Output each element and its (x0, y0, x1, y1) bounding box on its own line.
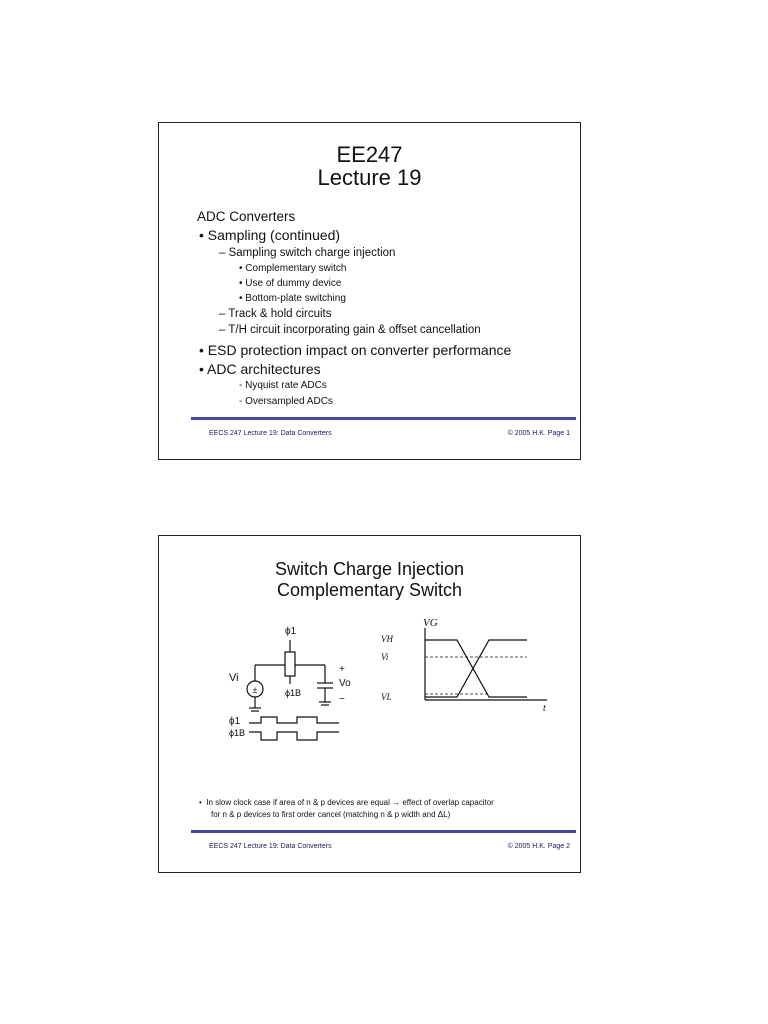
note-line-1-text: In slow clock case if area of n & p devices are equal → effect of overlap capacitor (206, 798, 494, 807)
title-line-1: Switch Charge Injection (274, 559, 465, 579)
arch-nyquist-label: Nyquist rate ADCs (245, 380, 327, 391)
bullet-arch: • ADC architectures (199, 361, 321, 377)
slide-1-title (159, 143, 580, 189)
arch-oversampled-label: Oversampled ADCs (245, 396, 333, 407)
arch-nyquist: - Nyquist rate ADCs (239, 380, 327, 391)
sub-track-hold-label: Track & hold circuits (228, 308, 332, 320)
subsub-bottom-plate: • Bottom-plate switching (239, 293, 346, 304)
bullet-arch-label: ADC architectures (207, 361, 321, 377)
footer-left: EECS 247 Lecture 19: Data Converters (209, 843, 332, 850)
sub-charge-injection: – Sampling switch charge injection (219, 247, 396, 259)
title-line-1: EE247 (336, 142, 403, 167)
vh-label: VH (381, 634, 393, 644)
subsub-dummy-label: Use of dummy device (245, 278, 342, 289)
vo-plus-label: + (339, 664, 345, 675)
sub-track-hold: – Track & hold circuits (219, 308, 332, 320)
slide-1 (158, 122, 581, 460)
subsub-bottom-plate-label: Bottom-plate switching (245, 293, 346, 304)
note-line-1: • In slow clock case if area of n & p devices are equal → effect of overlap capacitor (199, 798, 494, 807)
slide-2-title (159, 559, 580, 601)
heading-adc-converters: ADC Converters (197, 209, 296, 224)
vi-label: Vi (229, 672, 239, 684)
bullet-esd-label: ESD protection impact on converter performance (207, 342, 512, 358)
footer-right: © 2005 H.K. Page 1 (507, 430, 570, 437)
vg-label: VG (423, 617, 438, 629)
note-line-2: for n & p devices to first order cancel (matching n & p width and ΔL) (211, 810, 451, 819)
title-line-2: Lecture 19 (317, 165, 422, 190)
t-axis-label: t (543, 703, 546, 714)
slide-2 (158, 535, 581, 873)
phi1b-label: ϕ1B (285, 688, 302, 698)
sub-th-gain: – T/H circuit incorporating gain & offset cancellation (219, 324, 481, 336)
bullet-sampling: • Sampling (continued) (199, 227, 341, 243)
clock-phi1-label: ϕ1 (229, 716, 241, 727)
vl-label: VL (381, 692, 392, 702)
title-line-2: Complementary Switch (276, 580, 463, 600)
footer-rule (191, 830, 576, 833)
vo-minus-label: − (339, 694, 345, 705)
clock-phi1b-label: ϕ1B (229, 728, 246, 738)
footer-rule (191, 417, 576, 420)
vi-level-label: Vi (381, 652, 389, 662)
complementary-switch-circuit (219, 616, 349, 751)
source-plus-minus-label: ± (252, 685, 258, 695)
subsub-dummy: • Use of dummy device (239, 278, 342, 289)
bullet-sampling-label: Sampling (continued) (207, 227, 341, 243)
footer-right: © 2005 H.K. Page 2 (507, 843, 570, 850)
gate-voltage-waveform (377, 616, 557, 714)
bullet-esd: • ESD protection impact on converter performance (199, 342, 512, 358)
vo-label: Vo (339, 678, 351, 689)
subsub-complementary-label: Complementary switch (245, 263, 347, 274)
sub-charge-injection-label: Sampling switch charge injection (228, 247, 396, 259)
footer-left: EECS 247 Lecture 19: Data Converters (209, 430, 332, 437)
sub-th-gain-label: T/H circuit incorporating gain & offset cancellation (228, 324, 481, 336)
subsub-complementary: • Complementary switch (239, 263, 347, 274)
arch-oversampled: - Oversampled ADCs (239, 396, 333, 407)
phi1-label: ϕ1 (285, 626, 297, 637)
